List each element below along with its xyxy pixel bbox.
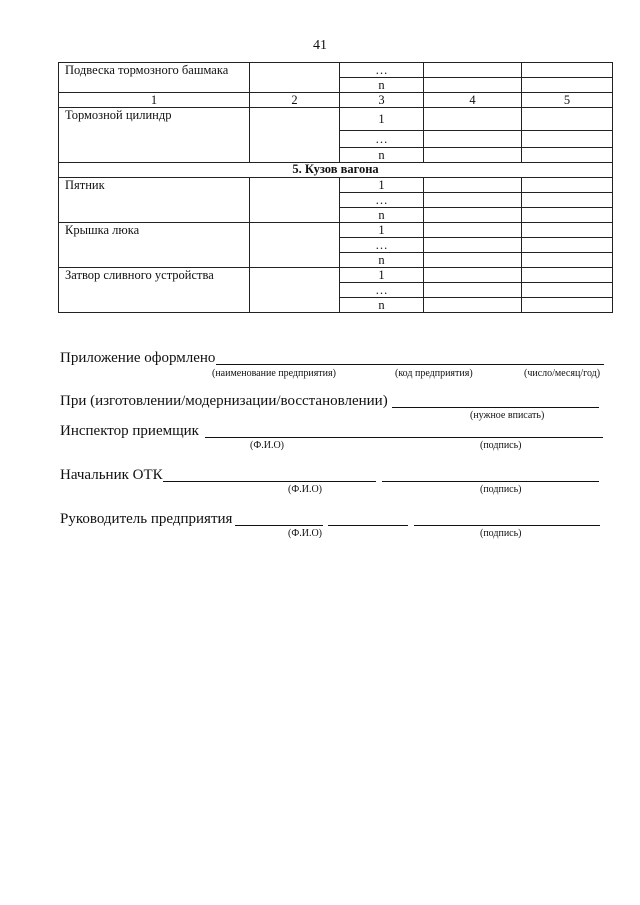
- section-row: [59, 163, 613, 178]
- header-number: 2: [250, 93, 340, 108]
- inspector-fill-line[interactable]: [205, 437, 603, 438]
- director-fill-line-1[interactable]: [235, 525, 323, 526]
- otk-label: Начальник ОТК: [60, 467, 163, 483]
- cell-empty[interactable]: [522, 193, 613, 208]
- cell-index: n: [340, 208, 424, 223]
- table-row: [59, 178, 613, 193]
- cell-empty[interactable]: [424, 223, 522, 238]
- cell-empty[interactable]: [522, 131, 613, 148]
- row-name-brake-cylinder: Тормозной цилиндр: [59, 108, 250, 163]
- director-label: Руководитель предприятия: [60, 511, 233, 527]
- manufacture-caption: (нужное вписать): [470, 410, 545, 421]
- inspector-fio-caption: (Ф.И.О): [250, 440, 285, 451]
- cell-empty[interactable]: [522, 283, 613, 298]
- cell-index: …: [340, 63, 424, 78]
- manufacture-label: При (изготовлении/модернизации/восстановлении): [60, 393, 388, 409]
- cell-empty[interactable]: [522, 208, 613, 223]
- cell-index: …: [340, 283, 424, 298]
- cell-empty[interactable]: [424, 298, 522, 313]
- cell-empty[interactable]: [424, 63, 522, 78]
- header-number-row: [59, 93, 613, 108]
- director-fio-caption: (Ф.И.О): [288, 528, 323, 539]
- cell-index: …: [340, 238, 424, 253]
- date-caption: (число/месяц/год): [524, 368, 601, 379]
- attachment-label: Приложение оформлено: [60, 350, 216, 366]
- director-sign-line[interactable]: [414, 525, 600, 526]
- table-row: [59, 108, 613, 131]
- manufacture-fill-line[interactable]: [392, 407, 599, 408]
- director-sign-caption: (подпись): [480, 528, 522, 539]
- cell-empty[interactable]: [522, 298, 613, 313]
- cell-empty[interactable]: [424, 78, 522, 93]
- inspector-sign-caption: (подпись): [480, 440, 522, 451]
- header-number: 1: [59, 93, 250, 108]
- enterprise-code-caption: (код предприятия): [395, 368, 473, 379]
- row-name-hatch-cover: Крышка люка: [59, 223, 250, 268]
- cell-empty[interactable]: [522, 253, 613, 268]
- cell-empty[interactable]: [424, 193, 522, 208]
- otk-sign-caption: (подпись): [480, 484, 522, 495]
- cell-index: …: [340, 193, 424, 208]
- cell-empty[interactable]: [522, 108, 613, 131]
- cell-index: 1: [340, 108, 424, 131]
- row-name-drain-valve: Затвор сливного устройства: [59, 268, 250, 313]
- table-row: [59, 223, 613, 238]
- cell-empty[interactable]: [250, 268, 340, 313]
- cell-index: n: [340, 298, 424, 313]
- enterprise-name-caption: (наименование предприятия): [212, 368, 336, 379]
- table-row: [59, 268, 613, 283]
- cell-empty[interactable]: [522, 268, 613, 283]
- cell-empty[interactable]: [250, 178, 340, 223]
- cell-empty[interactable]: [424, 268, 522, 283]
- cell-index: n: [340, 148, 424, 163]
- cell-empty[interactable]: [522, 223, 613, 238]
- header-number: 5: [522, 93, 613, 108]
- cell-empty[interactable]: [424, 208, 522, 223]
- section-title: 5. Кузов вагона: [59, 163, 613, 178]
- row-name-brake-shoe-suspension: Подвеска тормозного башмака: [59, 63, 250, 93]
- cell-empty[interactable]: [522, 78, 613, 93]
- cell-empty[interactable]: [250, 108, 340, 163]
- page-number: 41: [313, 38, 327, 53]
- cell-index: n: [340, 253, 424, 268]
- header-number: 3: [340, 93, 424, 108]
- cell-empty[interactable]: [250, 223, 340, 268]
- attachment-fill-line[interactable]: [216, 364, 604, 365]
- cell-empty[interactable]: [250, 63, 340, 93]
- cell-index: …: [340, 131, 424, 148]
- cell-empty[interactable]: [424, 108, 522, 131]
- cell-empty[interactable]: [424, 253, 522, 268]
- cell-empty[interactable]: [424, 148, 522, 163]
- otk-fio-caption: (Ф.И.О): [288, 484, 323, 495]
- header-number: 4: [424, 93, 522, 108]
- cell-index: n: [340, 78, 424, 93]
- inspector-label: Инспектор приемщик: [60, 423, 199, 439]
- parts-table: [58, 62, 613, 313]
- cell-empty[interactable]: [522, 63, 613, 78]
- cell-empty[interactable]: [424, 178, 522, 193]
- cell-index: 1: [340, 178, 424, 193]
- cell-empty[interactable]: [522, 238, 613, 253]
- cell-empty[interactable]: [522, 178, 613, 193]
- cell-empty[interactable]: [424, 238, 522, 253]
- cell-empty[interactable]: [522, 148, 613, 163]
- cell-empty[interactable]: [424, 283, 522, 298]
- cell-empty[interactable]: [424, 131, 522, 148]
- otk-fio-line[interactable]: [163, 481, 376, 482]
- otk-sign-line[interactable]: [382, 481, 599, 482]
- row-name-pyatnik: Пятник: [59, 178, 250, 223]
- cell-index: 1: [340, 223, 424, 238]
- table-row: [59, 63, 613, 78]
- cell-index: 1: [340, 268, 424, 283]
- director-fill-line-2[interactable]: [328, 525, 408, 526]
